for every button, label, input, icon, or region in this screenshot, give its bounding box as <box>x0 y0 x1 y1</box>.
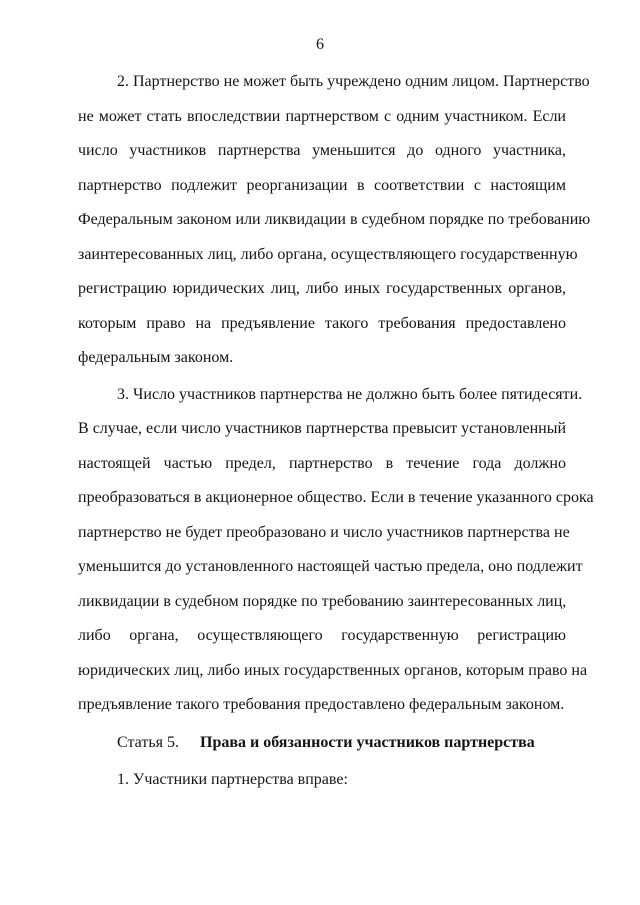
paragraph-2-line-6: заинтересованных лиц, либо органа, осуществляющего государственную <box>78 246 578 263</box>
paragraph-2-line-2: не может стать впоследствии партнерством с одним участником. Если <box>78 108 566 125</box>
page-number: 6 <box>316 36 324 53</box>
paragraph-3-line-8: либо органа, осуществляющего государственную регистрацию <box>78 627 566 644</box>
paragraph-3-line-10: предъявление такого требования предоставлено федеральным законом. <box>78 696 565 713</box>
paragraph-3-line-6: уменьшится до установленного настоящей частью предела, оно подлежит <box>78 558 583 575</box>
paragraph-2-line-3: число участников партнерства уменьшится до одного участника, <box>78 142 566 159</box>
paragraph-3-line-3: настоящей частью предел, партнерство в течение года должно <box>78 455 566 472</box>
paragraph-2-line-9: федеральным законом. <box>78 349 234 366</box>
paragraph-3-line-1: 3. Число участников партнерства не должно быть более пятидесяти. <box>117 386 583 403</box>
paragraph-3-line-7: ликвидации в судебном порядке по требованию заинтересованных лиц, <box>78 593 567 610</box>
paragraph-2-line-4: партнерство подлежит реорганизации в соответствии с настоящим <box>78 177 566 194</box>
paragraph-3-line-5: партнерство не будет преобразовано и число участников партнерства не <box>78 524 570 541</box>
paragraph-2-line-5: Федеральным законом или ликвидации в судебном порядке по требованию <box>78 211 591 228</box>
paragraph-2-line-1: 2. Партнерство не может быть учреждено одним лицом. Партнерство <box>117 73 590 90</box>
article-5-paragraph-1: 1. Участники партнерства вправе: <box>117 771 348 788</box>
article-title: Права и обязанности участников партнерства <box>200 734 535 751</box>
paragraph-3-line-9: юридических лиц, либо иных государственных органов, которым право на <box>78 662 588 679</box>
article-heading <box>117 733 535 753</box>
paragraph-3-line-2: В случае, если число участников партнерства превысит установленный <box>78 420 566 437</box>
article-number: Статья 5. <box>117 734 179 751</box>
paragraph-2-line-8: которым право на предъявление такого требования предоставлено <box>78 315 566 332</box>
paragraph-3-line-4: преобразоваться в акционерное общество. Если в течение указанного срока <box>78 489 594 506</box>
paragraph-2-line-7: регистрацию юридических лиц, либо иных государственных органов, <box>78 280 566 297</box>
